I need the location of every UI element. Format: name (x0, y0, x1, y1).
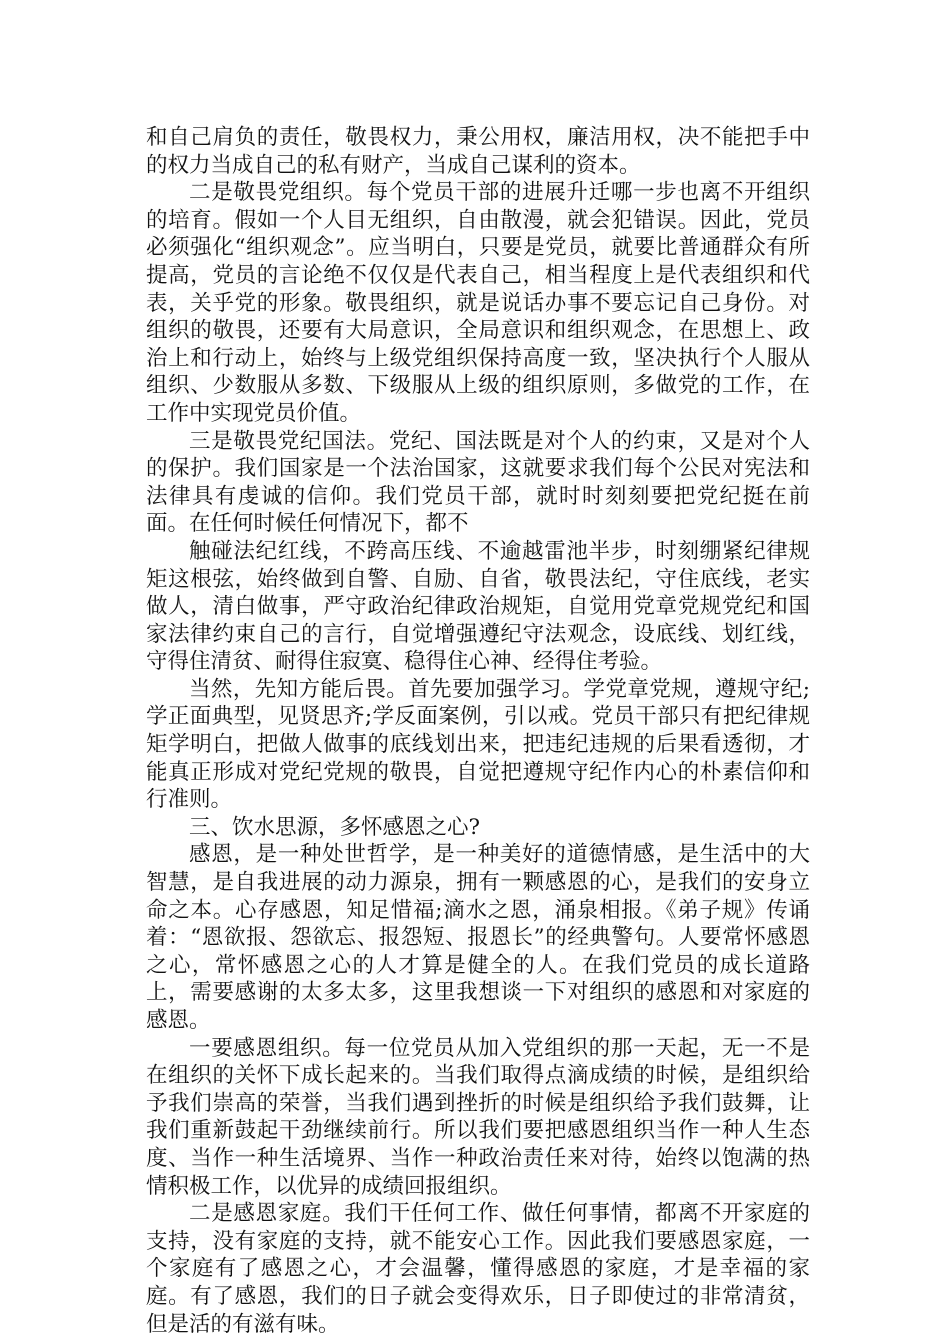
paragraph-5: 当然，先知方能后畏。首先要加强学习。学党章党规，遵规守纪;学正面典型，见贤思齐;学反面案例，引以戒。党员干部只有把纪律规矩学明白，把做人做事的底线划出来，把违纪违规的后果看透彻，才能真正形成对党纪党规的敬畏，自觉把遵规守纪作内心的朴素信仰和行准则。 (146, 676, 810, 813)
document-page (146, 124, 810, 1338)
paragraph-2: 二是敬畏党组织。每个党员干部的进展升迁哪一步也离不开组织的培育。假如一个人目无组织，自由散漫，就会犯错误。因此，党员必须强化“组织观念”。应当明白，只要是党员，就要比普通群众有所提高，党员的言论绝不仅仅是代表自己，相当程度上是代表组织和代表，关乎党的形象。敬畏组织，就是说话办事不要忘记自己身份。对组织的敬畏，还要有大局意识，全局意识和组织观念，在思想上、政治上和行动上，始终与上级党组织保持高度一致，坚决执行个人服从组织、少数服从多数、下级服从上级的组织原则，多做党的工作，在工作中实现党员价值。 (146, 180, 810, 426)
section-heading: 三、饮水思源，多怀感恩之心? (189, 814, 481, 840)
paragraph-7: 感恩，是一种处世哲学，是一种美好的道德情感，是生活中的大智慧，是自我进展的动力源泉，拥有一颗感恩的心，是我们的安身立命之本。心存感恩，知足惜福;滴水之恩，涌泉相报。《弟子规》传诵着：“恩欲报、怨欲忘、报怨短、报恩长”的经典警句。人要常怀感恩之心，常怀感恩之心的人才算是健全的人。在我们党员的成长道路上，需要感谢的太多太多，这里我想谈一下对组织的感恩和对家庭的感恩。 (146, 842, 810, 1033)
paragraph-8: 一要感恩组织。每一位党员从加入党组织的那一天起，无一不是在组织的关怀下成长起来的。当我们取得点滴成绩的时候，是组织给予我们崇高的荣誉，当我们遇到挫折的时候是组织给予我们鼓舞，让我们重新鼓起干劲继续前行。所以我们要把感恩组织当作一种人生态度、当作一种生活境界、当作一种政治责任来对待，始终以饱满的热情积极工作，以优异的成绩回报组织。 (146, 1035, 810, 1199)
paragraph-3: 三是敬畏党纪国法。党纪、国法既是对个人的约束，又是对个人的保护。我们国家是一个法治国家，这就要求我们每个公民对宪法和法律具有虔诚的信仰。我们党员干部，就时时刻刻要把党纪挺在前面。在任何时候任何情况下，都不 (146, 428, 810, 537)
paragraph-1: 和自己肩负的责任，敬畏权力，秉公用权，廉洁用权，决不能把手中的权力当成自己的私有财产，当成自己谋利的资本。 (146, 125, 810, 178)
paragraph-4: 触碰法纪红线，不跨高压线、不逾越雷池半步，时刻绷紧纪律规矩这根弦，始终做到自警、自励、自省，敬畏法纪，守住底线，老实做人，清白做事，严守政治纪律政治规矩，自觉用党章党规党纪和国家法律约束自己的言行，自觉增强遵纪守法观念，设底线、划红线，守得住清贫、耐得住寂寞、稳得住心神、经得住考验。 (146, 538, 810, 675)
paragraph-9: 二是感恩家庭。我们干任何工作、做任何事情，都离不开家庭的支持，没有家庭的支持，就不能安心工作。因此我们要感恩家庭，一个家庭有了感恩之心，才会温馨，懂得感恩的家庭，才是幸福的家庭。有了感恩，我们的日子就会变得欢乐，日子即使过的非常清贫，但是活的有滋有味。 (146, 1201, 810, 1337)
